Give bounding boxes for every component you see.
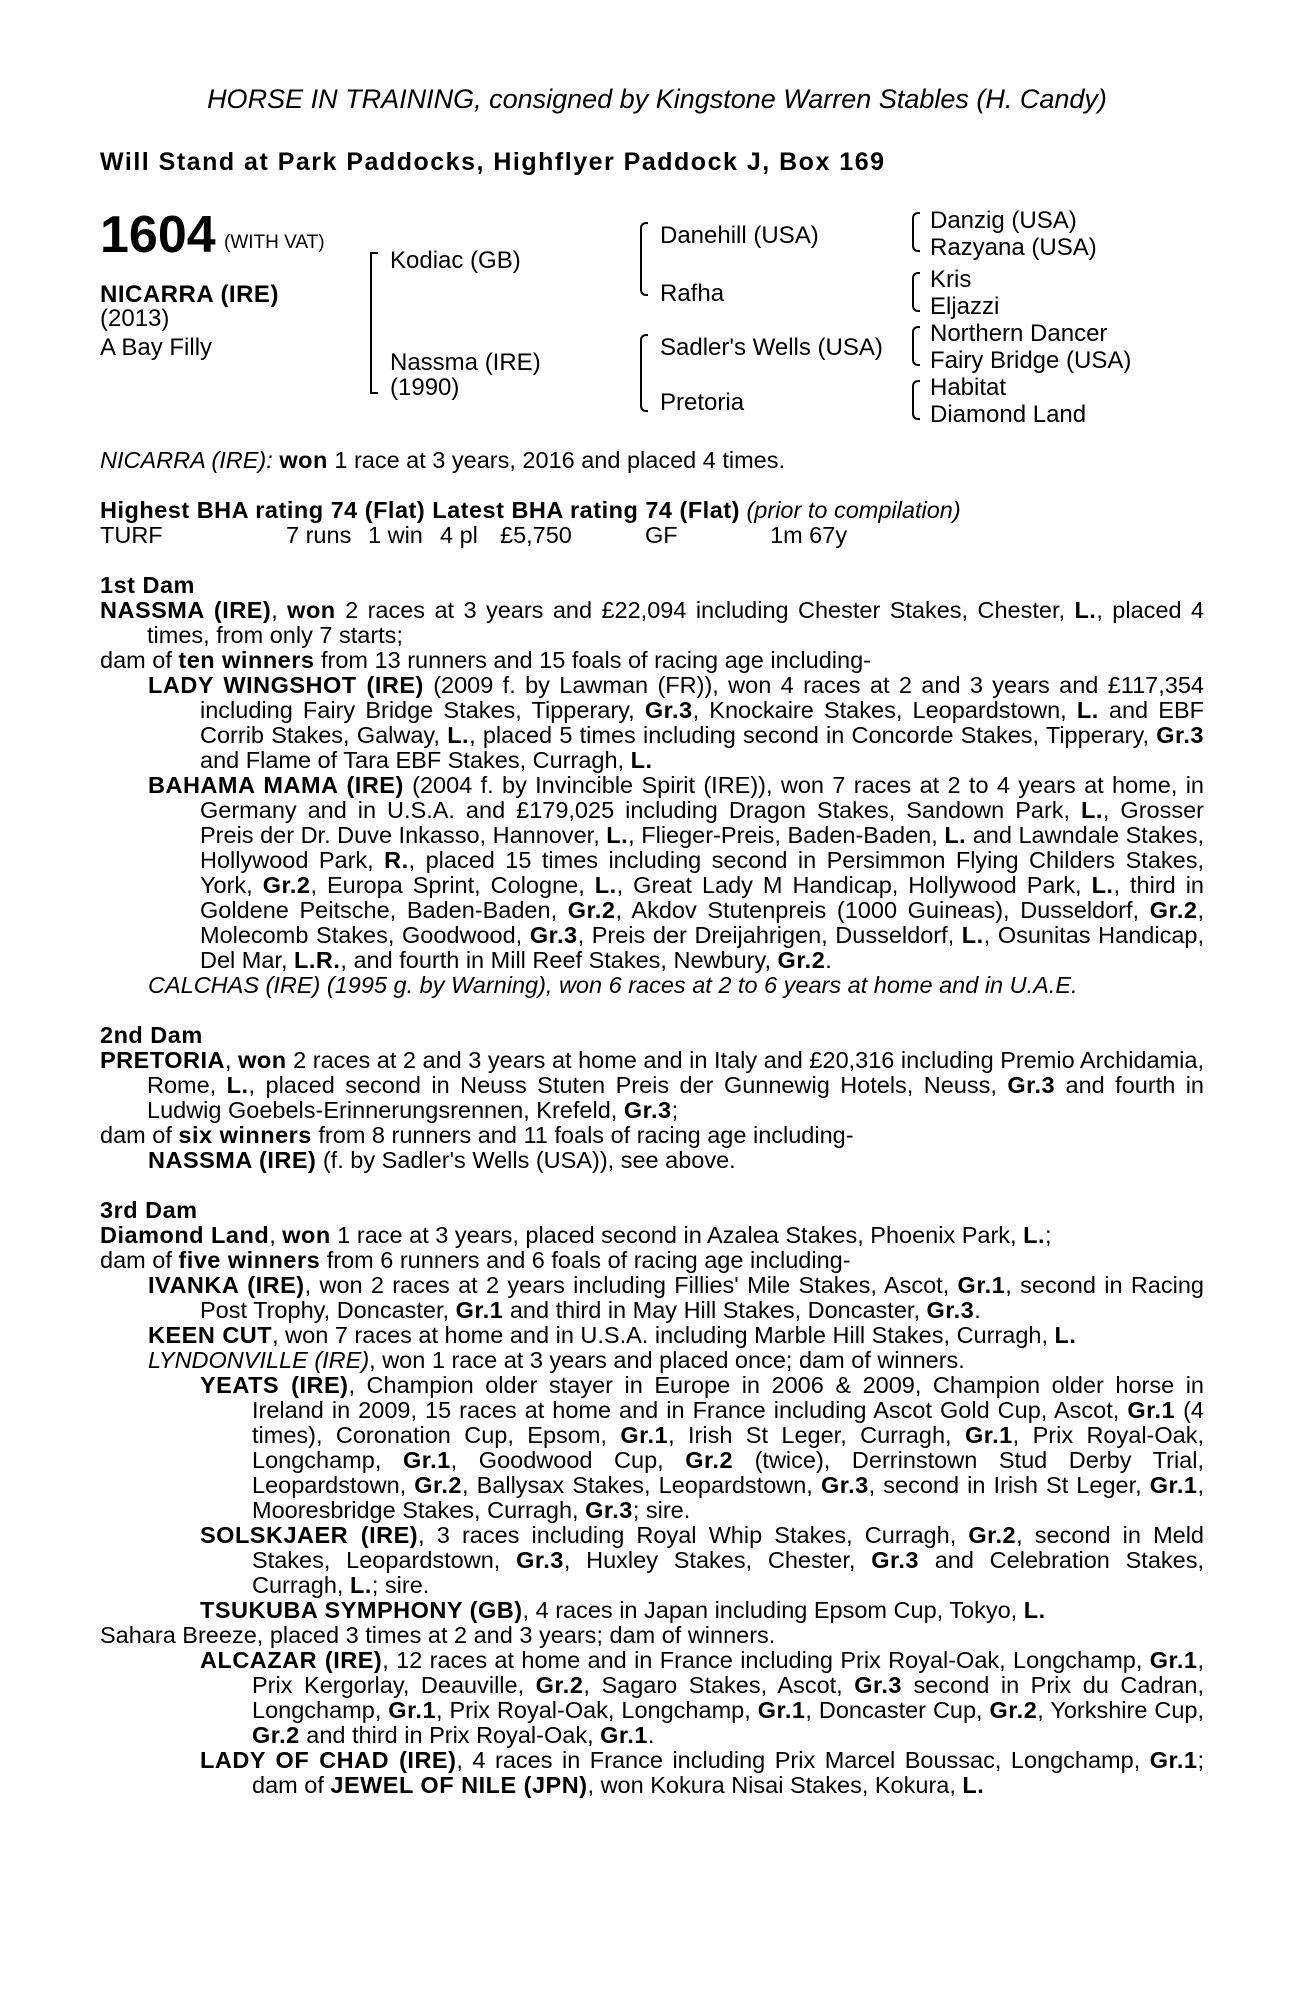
produce-lady-wingshot: LADY WINGSHOT (IRE) (2009 f. by Lawman (FR)), won 4 races at 2 and 3 years and £117,354 including Fairy Bridge Stakes, Tipperary, Gr.3, Knockaire Stakes, Leopardstown, L. and EBF Corrib Stakes, Galway, L., placed 5 times including second in Concorde Stakes, Tipperary, Gr.3 and Flame of Tara EBF Stakes, Curragh, L. — [148, 672, 1204, 773]
pedigree-bracket-dam — [640, 334, 648, 412]
second-dam-record: PRETORIA, won 2 races at 2 and 3 years at home and in Italy and £20,316 including Premio Archidamia, Rome, L., placed second in Neuss Stuten Preis der Gunnewig Hotels, Neuss, Gr.3 and fourth in Ludwig Goebels-Erinnerungsrennen, Krefeld, Gr.3; — [100, 1047, 1204, 1123]
pedigree-sire-sire: Danehill (USA) — [660, 222, 819, 249]
first-dam-produce-summary: dam of ten winners from 13 runners and 15 foals of racing age including- — [100, 647, 871, 673]
pedigree-bracket-sd — [912, 272, 920, 312]
grandproduce-alcazar: ALCAZAR (IRE), 12 races at home and in France including Prix Royal-Oak, Longchamp, Gr.1, Prix Kergorlay, Deauville, Gr.2, Sagaro Stakes, Ascot, Gr.3 second in Prix du Cadran, Longchamp, Gr.1, Prix Royal-Oak, Longchamp, Gr.1, Doncaster Cup, Gr.2, Yorkshire Cup, Gr.2 and third in Prix Royal-Oak, Gr.1. — [200, 1647, 1204, 1748]
third-dam-produce-summary: dam of five winners from 6 runners and 6 foals of racing age including- — [100, 1247, 851, 1273]
pedigree-sss: Danzig (USA) — [930, 207, 1077, 234]
pedigree-ssd: Razyana (USA) — [930, 234, 1097, 261]
foaling-year: (2013) — [100, 305, 170, 332]
pedigree-dss: Northern Dancer — [930, 320, 1108, 347]
grandproduce-lady-of-chad: LADY OF CHAD (IRE), 4 races in France including Prix Marcel Boussac, Longchamp, Gr.1; dam of JEWEL OF NILE (JPN), won Kokura Nisai Stakes, Kokura, L. — [200, 1747, 1205, 1798]
ratings-line: Highest BHA rating 74 (Flat) Latest BHA rating 74 (Flat) (prior to compilation) — [100, 497, 961, 523]
pedigree-dam-sire: Sadler's Wells (USA) — [660, 334, 883, 361]
produce-nassma: NASSMA (IRE) (f. by Sadler's Wells (USA)), see above. — [148, 1147, 736, 1173]
consignor-line: HORSE IN TRAINING, consigned by Kingstone Warren Stables (H. Candy) — [207, 84, 1107, 114]
second-dam-heading: 2nd Dam — [100, 1022, 203, 1048]
grandproduce-solskjaer: SOLSKJAER (IRE), 3 races including Royal Whip Stakes, Curragh, Gr.2, second in Meld Stakes, Leopardstown, Gr.3, Huxley Stakes, Chester, Gr.3 and Celebration Stakes, Curragh, L.; sire. — [200, 1522, 1205, 1598]
produce-sahara-breeze: Sahara Breeze, placed 3 times at 2 and 3 years; dam of winners. — [100, 1622, 776, 1648]
pedigree-bracket-gen1 — [370, 252, 378, 394]
produce-keen-cut: KEEN CUT, won 7 races at home and in U.S.A. including Marble Hill Stakes, Curragh, L. — [148, 1322, 1077, 1348]
produce-bahama-mama: BAHAMA MAMA (IRE) (2004 f. by Invincible Spirit (IRE)), won 7 races at 2 to 4 years at home, in Germany and in U.S.A. and £179,025 including Dragon Stakes, Sandown Park, L., Grosser Preis der Dr. Duve Inkasso, Hannover, L., Flieger-Preis, Baden-Baden, L. and Lawndale Stakes, Hollywood Park, R., placed 15 times including second in Persimmon Flying Childers Stakes, York, Gr.2, Europa Sprint, Cologne, L., Great Lady M Handicap, Hollywood Park, L., third in Goldene Peitsche, Baden-Baden, Gr.2, Akdov Stutenpreis (1000 Guineas), Dusseldorf, Gr.2, Molecomb Stakes, Goodwood, Gr.3, Preis der Dreijahrigen, Dusseldorf, L., Osunitas Handicap, Del Mar, L.R., and fourth in Mill Reef Stakes, Newbury, Gr.2. — [148, 772, 1205, 973]
pedigree-sire-dam: Rafha — [660, 280, 725, 307]
pedigree-dam: Nassma (IRE) — [390, 349, 541, 376]
produce-ivanka: IVANKA (IRE), won 2 races at 2 years including Fillies' Mile Stakes, Ascot, Gr.1, second in Racing Post Trophy, Doncaster, Gr.1 and third in May Hill Stakes, Doncaster, Gr.3. — [148, 1272, 1204, 1323]
vat-note: (WITH VAT) — [224, 232, 325, 253]
first-dam-heading: 1st Dam — [100, 572, 195, 598]
pedigree-bracket-sire — [640, 222, 648, 296]
produce-calchas: CALCHAS (IRE) (1995 g. by Warning), won 6 races at 2 to 6 years at home and in U.A.E. — [148, 972, 1078, 998]
race-summary: NICARRA (IRE): won 1 race at 3 years, 2016 and placed 4 times. — [100, 447, 786, 473]
grandproduce-yeats: YEATS (IRE), Champion older stayer in Europe in 2006 & 2009, Champion older horse in Ireland in 2009, 15 races at home and in France including Ascot Gold Cup, Ascot, Gr.1 (4 times), Coronation Cup, Epsom, Gr.1, Irish St Leger, Curragh, Gr.1, Prix Royal-Oak, Longchamp, Gr.1, Goodwood Cup, Gr.2 (twice), Derrinstown Stud Derby Trial, Leopardstown, Gr.2, Ballysax Stakes, Leopardstown, Gr.3, second in Irish St Leger, Gr.1, Mooresbridge Stakes, Curragh, Gr.3; sire. — [200, 1372, 1205, 1523]
stand-location: Will Stand at Park Paddocks, Highflyer Paddock J, Box 169 — [100, 148, 886, 176]
pedigree-bracket-ds — [912, 326, 920, 366]
third-dam-heading: 3rd Dam — [100, 1197, 198, 1223]
horse-description: A Bay Filly — [100, 334, 213, 361]
third-dam-record: Diamond Land, won 1 race at 3 years, placed second in Azalea Stakes, Phoenix Park, L.; — [100, 1222, 1052, 1248]
grandproduce-tsukuba-symphony: TSUKUBA SYMPHONY (GB), 4 races in Japan including Epsom Cup, Tokyo, L. — [200, 1597, 1046, 1623]
horse-name: NICARRA (IRE) — [100, 281, 279, 308]
first-dam-record: NASSMA (IRE), won 2 races at 3 years and £22,094 including Chester Stakes, Chester, L., placed 4 times, from only 7 starts; — [100, 597, 1205, 648]
pedigree-dds: Habitat — [930, 374, 1007, 401]
pedigree-sds: Kris — [930, 266, 972, 293]
pedigree-dsd: Fairy Bridge (USA) — [930, 347, 1132, 374]
pedigree-dam-year: (1990) — [390, 374, 460, 401]
pedigree-ddd: Diamond Land — [930, 401, 1087, 428]
pedigree-bracket-dd — [912, 380, 920, 420]
pedigree-sdd: Eljazzi — [930, 293, 1000, 320]
pedigree-sire: Kodiac (GB) — [390, 247, 521, 274]
second-dam-produce-summary: dam of six winners from 8 runners and 11 foals of racing age including- — [100, 1122, 854, 1148]
catalogue-body — [100, 448, 1204, 1798]
pedigree-dam-dam: Pretoria — [660, 389, 745, 416]
turf-record: TURF 7 runs 1 win 4 pl £5,750 GF 1m 67y — [100, 522, 848, 548]
produce-lyndonville: LYNDONVILLE (IRE), won 1 race at 3 years and placed once; dam of winners. — [148, 1347, 965, 1373]
lot-number: 1604 — [100, 206, 216, 264]
pedigree-bracket-ss — [912, 212, 920, 252]
